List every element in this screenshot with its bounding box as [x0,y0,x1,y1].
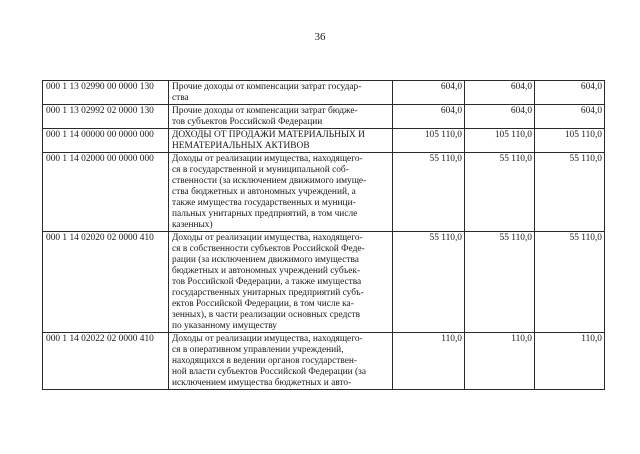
amount-cell-2: 604,0 [465,81,535,105]
amount-cell-2: 105 110,0 [465,129,535,153]
description-cell: Доходы от реализации имущества, находящего- ся в оперативном управлении учреждений, находящихся в ведении органов государствен- ной власти субъектов Российской Федерации (за исключением имущества бюджетных и авто- [169,333,393,390]
amount-cell-2: 110,0 [465,333,535,390]
amount-cell-2: 55 110,0 [465,153,535,232]
description-cell: Прочие доходы от компенсации затрат бюдже- тов субъектов Российской Федерации [169,105,393,129]
amount-cell-1: 55 110,0 [393,153,465,232]
amount-cell-1: 604,0 [393,105,465,129]
amount-cell-1: 55 110,0 [393,232,465,333]
budget-code-cell: 000 1 14 02022 02 0000 410 [43,333,169,390]
description-cell: Доходы от реализации имущества, находящего- ся в государственной и муниципальной соб- ственности (за исключением движимого имуще- ства бюджетных и автономных учреждений, а также имущества государственных и муници- пальных унитарных предприятий, в том числе казенных) [169,153,393,232]
amount-cell-1: 110,0 [393,333,465,390]
table-row [43,81,605,105]
description-cell: Прочие доходы от компенсации затрат государ- ства [169,81,393,105]
budget-code-cell: 000 1 14 02000 00 0000 000 [43,153,169,232]
amount-cell-2: 604,0 [465,105,535,129]
amount-cell-3: 604,0 [535,81,605,105]
budget-code-cell: 000 1 14 02020 02 0000 410 [43,232,169,333]
description-cell: ДОХОДЫ ОТ ПРОДАЖИ МАТЕРИАЛЬНЫХ И НЕМАТЕРИАЛЬНЫХ АКТИВОВ [169,129,393,153]
revenue-table [42,80,605,390]
amount-cell-2: 55 110,0 [465,232,535,333]
table-row [43,232,605,333]
amount-cell-3: 55 110,0 [535,153,605,232]
table-row [43,129,605,153]
amount-cell-3: 55 110,0 [535,232,605,333]
page-number: 36 [314,31,326,43]
budget-code-cell: 000 1 14 00000 00 0000 000 [43,129,169,153]
amount-cell-3: 105 110,0 [535,129,605,153]
amount-cell-3: 604,0 [535,105,605,129]
amount-cell-3: 110,0 [535,333,605,390]
table-row [43,105,605,129]
amount-cell-1: 604,0 [393,81,465,105]
table-row [43,333,605,390]
budget-code-cell: 000 1 13 02992 02 0000 130 [43,105,169,129]
budget-code-cell: 000 1 13 02990 00 0000 130 [43,81,169,105]
table-row [43,153,605,232]
amount-cell-1: 105 110,0 [393,129,465,153]
description-cell: Доходы от реализации имущества, находящего- ся в собственности субъектов Российской Феде- рации (за исключением движимого имущества бюджетных и автономных учреждений субъек- тов Российской Федерации, а также имущества государственных унитарных предприятий субъ- ектов Российской Федерации, в том числе ка- зенных), в части реализации основных средств по указанному имуществу [169,232,393,333]
